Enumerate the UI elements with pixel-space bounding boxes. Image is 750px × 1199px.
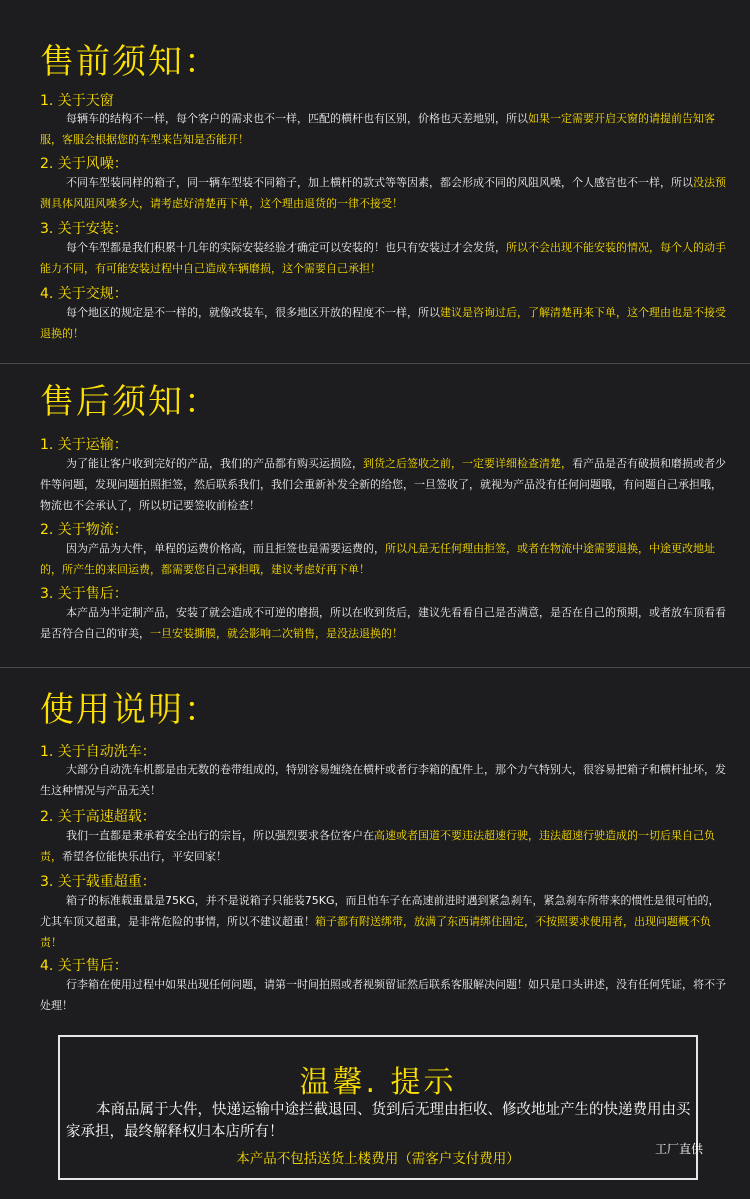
usage-text-3-normal: 箱子的标准载重量是75KG，并不是说箱子只能装75KG，而且怕车子在高速前进时遇到紧急刹车，紧急刹车所带来的惯性是很可怕的，尤其车顶又超重，是非常危险的事情，所以不建议超重！ bbox=[40, 894, 720, 928]
usage-text-2-normal: 我们一直都是秉承着安全出行的宗旨，所以强烈要求各位客户在 bbox=[66, 829, 374, 842]
pre-sale-section bbox=[0, 0, 750, 363]
pre-sale-heading-3: 3. 关于安装： bbox=[40, 221, 128, 237]
pre-sale-text-1 bbox=[40, 108, 730, 150]
after-sale-text-3-highlight: 一旦安装撕膜，就会影响二次销售，是没法退换的！ bbox=[150, 627, 403, 640]
pre-sale-text-4-normal: 每个地区的规定是不一样的，就像改装车，很多地区开放的程度不一样，所以 bbox=[66, 306, 440, 319]
usage-text-3-highlight: 箱子都有附送绑带，放满了东西请绑住固定，不按照要求使用者，出现问题概不负责！ bbox=[40, 915, 711, 949]
usage-text-2-highlight: 高速或者国道不要违法超速行驶，违法超速行驶造成的一切后果自己负责， bbox=[40, 829, 715, 863]
usage-text-4-normal: 行李箱在使用过程中如果出现任何问题，请第一时间拍照或者视频留证然后联系客服解决问题！如只是口头讲述，没有任何凭证，将不予处理！ bbox=[40, 978, 726, 1012]
pre-sale-text-3-highlight: 所以不会出现不能安装的情况，每个人的动手能力不同，有可能安装过程中自己造成车辆磨损，这个需要自己承担！ bbox=[40, 241, 726, 275]
after-sale-text-1 bbox=[40, 453, 730, 516]
usage-title: 使用说明： bbox=[40, 690, 220, 730]
after-sale-text-3-normal: 本产品为半定制产品，安装了就会造成不可逆的磨损，所以在收到货后，建议先看看自己是否满意，是否在自己的预期，或者放车顶看看是否符合自己的审美， bbox=[40, 606, 726, 640]
usage-heading-4: 4. 关于售后： bbox=[40, 958, 128, 974]
usage-text-2 bbox=[40, 825, 730, 867]
factory-direct-label: 工厂直供 bbox=[655, 1142, 704, 1156]
after-sale-text-2-highlight: 所以凡是无任何理由拒签，或者在物流中途需要退换，中途更改地址的，所产生的来回运费，都需要您自己承担哦，建议考虑好再下单！ bbox=[40, 542, 715, 576]
after-sale-heading-3: 3. 关于售后： bbox=[40, 586, 128, 602]
usage-heading-1: 1. 关于自动洗车： bbox=[40, 744, 156, 760]
after-sale-text-2-normal: 因为产品为大件，单程的运费价格高，而且拒签也是需要运费的， bbox=[66, 542, 385, 555]
pre-sale-title: 售前须知： bbox=[40, 42, 220, 82]
usage-heading-2: 2. 关于高速超载： bbox=[40, 809, 156, 825]
usage-text-3 bbox=[40, 890, 730, 953]
usage-text-1 bbox=[40, 759, 730, 801]
after-sale-text-1-highlight: 到货之后签收之前，一定要详细检查清楚， bbox=[363, 457, 572, 470]
pre-sale-text-2-normal: 不同车型装同样的箱子，同一辆车型装不同箱子，加上横杆的款式等等因素，都会形成不同的风阻风噪，个人感官也不一样，所以 bbox=[66, 176, 693, 189]
usage-text-4 bbox=[40, 974, 730, 1016]
warm-notice-title: 温馨. 提示 bbox=[299, 1065, 457, 1100]
pre-sale-text-1-normal: 每辆车的结构不一样，每个客户的需求也不一样，匹配的横杆也有区别，价格也天差地别，所以 bbox=[66, 112, 528, 125]
pre-sale-text-4 bbox=[40, 302, 730, 344]
pre-sale-text-1-highlight: 如果一定需要开启天窗的请提前告知客服，客服会根据您的车型来告知是否能开！ bbox=[40, 112, 715, 146]
after-sale-section bbox=[0, 363, 750, 668]
after-sale-text-1-after: 看产品是否有破损和磨损或者少件等问题，发现问题拍照拒签，然后联系我们，我们会重新补发全新的给您，一旦签收了，就视为产品没有任何问题哦，有问题自己承担哦，物流也不会承认了，所以切记要签收前检查！ bbox=[40, 457, 726, 512]
pre-sale-text-3 bbox=[40, 237, 730, 279]
after-sale-text-2 bbox=[40, 538, 730, 580]
usage-text-2-after: 希望各位能快乐出行，平安回家！ bbox=[62, 850, 227, 863]
usage-text-1-normal: 大部分自动洗车机都是由无数的卷带组成的，特别容易缠绕在横杆或者行李箱的配件上，那个力气特别大，很容易把箱子和横杆扯坏，发生这种情况与产品无关！ bbox=[40, 763, 726, 797]
warm-notice-body: 本商品属于大件，快递运输中途拦截退回、货到后无理由拒收、修改地址产生的快递费用由买家承担，最终解释权归本店所有！ bbox=[66, 1102, 691, 1140]
warm-notice-box bbox=[58, 1035, 698, 1180]
usage-heading-3: 3. 关于载重超重： bbox=[40, 874, 156, 890]
after-sale-text-1-normal: 为了能让客户收到完好的产品，我们的产品都有购买运损险， bbox=[66, 457, 363, 470]
after-sale-heading-1: 1. 关于运输： bbox=[40, 437, 128, 453]
after-sale-title: 售后须知： bbox=[40, 382, 220, 422]
pre-sale-text-3-normal: 每个车型都是我们积累十几年的实际安装经验才确定可以安装的！也只有安装过才会发货， bbox=[66, 241, 506, 254]
pre-sale-text-4-highlight: 建议是咨询过后，了解清楚再来下单，这个理由也是不接受退换的！ bbox=[40, 306, 726, 340]
after-sale-text-3 bbox=[40, 602, 730, 644]
pre-sale-heading-4: 4. 关于交规： bbox=[40, 286, 128, 302]
pre-sale-text-2 bbox=[40, 172, 730, 214]
pre-sale-text-2-highlight: 没法预测具体风阻风噪多大，请考虑好清楚再下单，这个理由退货的一律不接受！ bbox=[40, 176, 726, 210]
pre-sale-heading-1: 1. 关于天窗 bbox=[40, 93, 114, 109]
pre-sale-heading-2: 2. 关于风噪： bbox=[40, 156, 128, 172]
warm-notice-subtext: 本产品不包括送货上楼费用（需客户支付费用） bbox=[236, 1151, 520, 1167]
after-sale-heading-2: 2. 关于物流： bbox=[40, 522, 128, 538]
